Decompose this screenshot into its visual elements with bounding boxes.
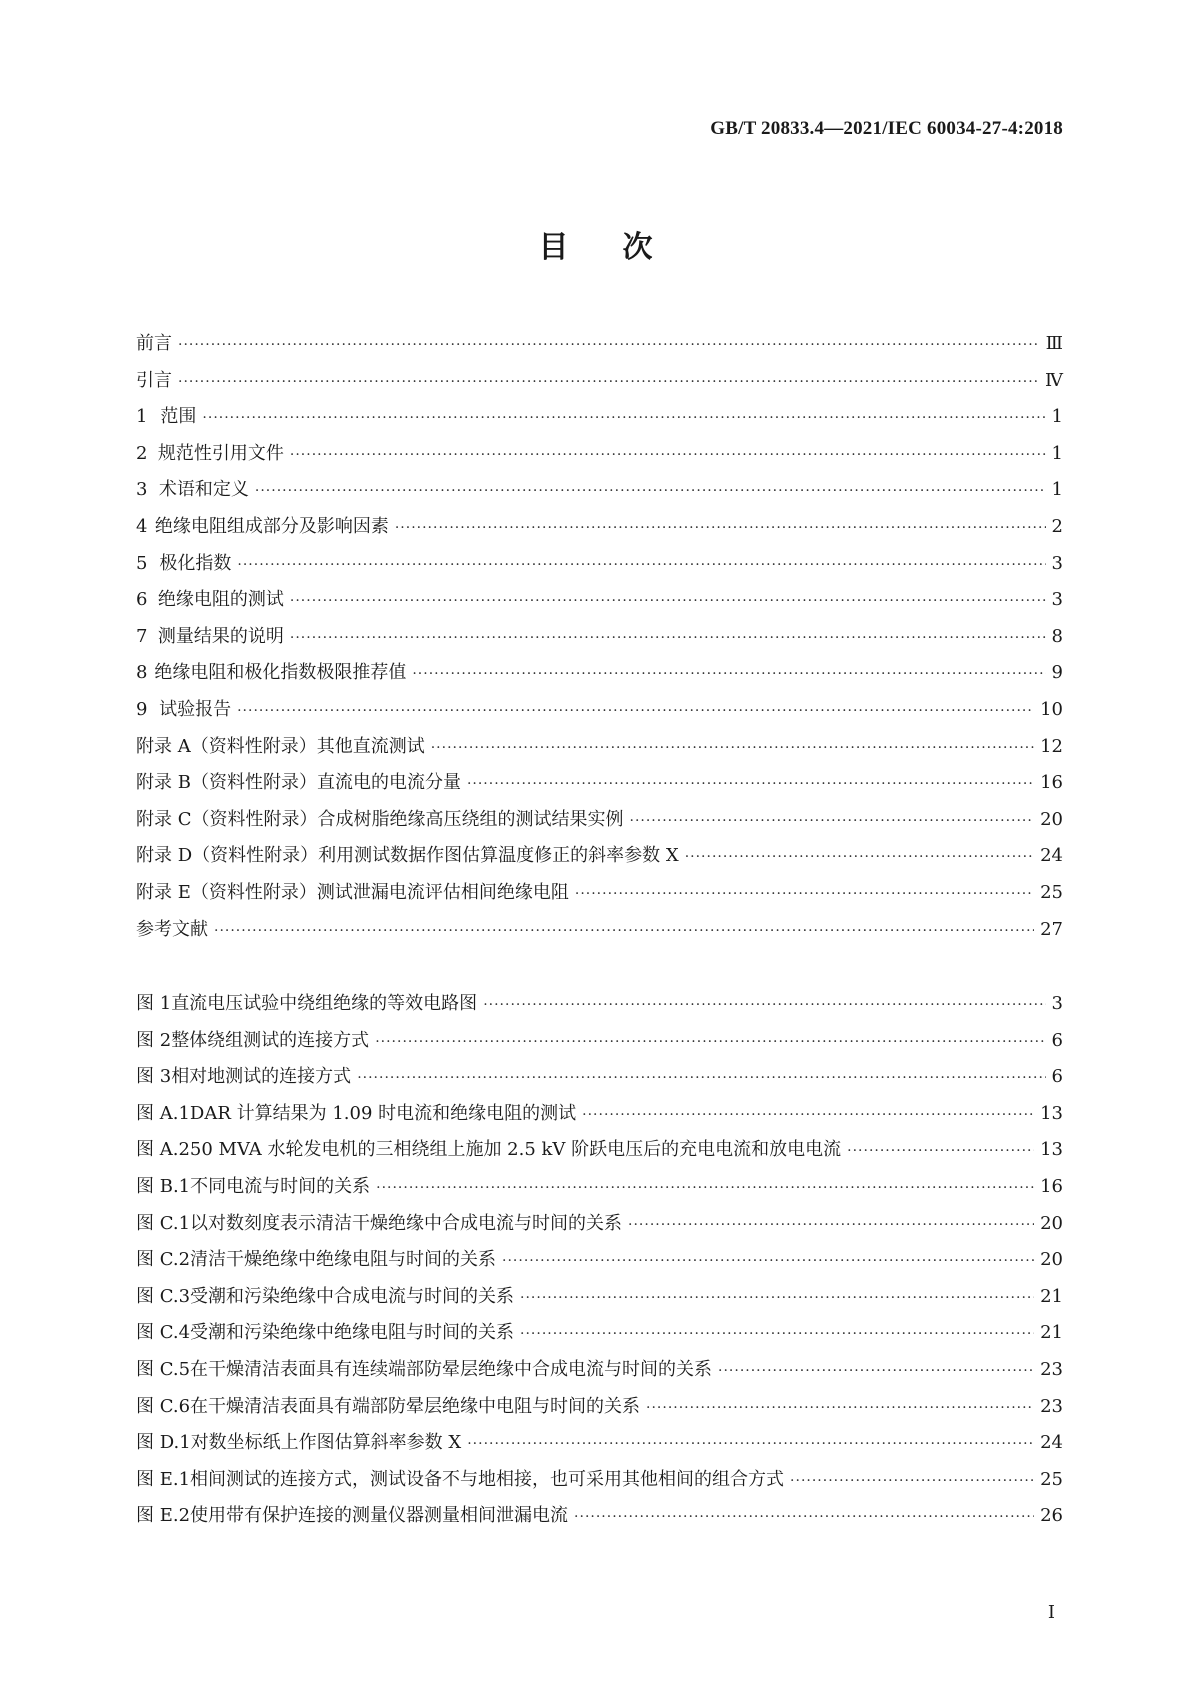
toc-entry[interactable] <box>136 582 1063 619</box>
figure-title: 以对数刻度表示清洁干燥绝缘中合成电流与时间的关系 <box>190 1212 623 1234</box>
toc-main-list <box>136 326 1063 948</box>
dot-leader <box>290 620 1046 657</box>
figure-label: 图 3 <box>136 1066 172 1088</box>
figure-entry[interactable] <box>136 1023 1063 1060</box>
dot-leader <box>395 510 1046 547</box>
page-ref: 16 <box>1040 1175 1063 1197</box>
section-number: 7 <box>136 625 148 647</box>
page-ref: 6 <box>1051 1029 1063 1051</box>
dot-leader <box>255 473 1046 510</box>
figure-title: 直流电压试验中绕组绝缘的等效电路图 <box>171 993 478 1014</box>
page-ref: 13 <box>1040 1139 1063 1161</box>
toc-entry[interactable] <box>136 765 1063 802</box>
dot-leader <box>520 1280 1034 1317</box>
figure-entry[interactable] <box>136 1206 1063 1243</box>
dot-leader <box>290 437 1046 474</box>
page-ref: 1 <box>1051 479 1063 501</box>
dot-leader <box>718 1353 1034 1390</box>
page-ref: Ⅲ <box>1045 333 1063 354</box>
dot-leader <box>646 1390 1034 1427</box>
figure-title: 相对地测试的连接方式 <box>171 1066 352 1088</box>
section-number: 1 <box>136 406 148 428</box>
page-ref: 8 <box>1051 625 1063 647</box>
figure-label: 图 C.5 <box>136 1358 191 1380</box>
dot-leader <box>467 766 1034 803</box>
section-title: 直流电的电流分量 <box>316 772 461 794</box>
dot-leader <box>290 583 1046 620</box>
page-ref: 3 <box>1051 993 1063 1014</box>
toc-entry[interactable] <box>136 399 1063 436</box>
dot-leader <box>214 913 1034 950</box>
figure-title: 在干燥清洁表面具有端部防晕层绝缘中电阻与时间的关系 <box>190 1395 641 1417</box>
figure-entry[interactable] <box>136 1059 1063 1096</box>
section-title: 引言 <box>136 369 172 391</box>
section-title: 测试泄漏电流评估相间绝缘电阻 <box>316 881 569 903</box>
figure-entry[interactable] <box>136 1242 1063 1279</box>
toc-entry[interactable] <box>136 802 1063 839</box>
figure-label: 图 1 <box>136 993 172 1014</box>
dot-leader <box>375 1024 1045 1061</box>
toc-entry[interactable] <box>136 875 1063 912</box>
figure-label: 图 C.3 <box>136 1285 191 1307</box>
page-ref: 16 <box>1040 772 1063 794</box>
figure-entry[interactable] <box>136 1132 1063 1169</box>
section-number: 9 <box>136 698 148 720</box>
dot-leader <box>412 656 1045 693</box>
dot-leader <box>847 1133 1034 1170</box>
figure-label: 图 C.2 <box>136 1249 191 1271</box>
dot-leader <box>376 1170 1034 1207</box>
page-ref: 6 <box>1051 1066 1063 1088</box>
figure-title: 受潮和污染绝缘中绝缘电阻与时间的关系 <box>190 1322 515 1344</box>
figure-label: 图 D.1 <box>136 1432 191 1454</box>
dot-leader <box>520 1316 1034 1353</box>
section-title: 绝缘电阻的测试 <box>157 589 284 611</box>
page-ref: 9 <box>1051 662 1063 684</box>
appendix-label: 附录 B（资料性附录） <box>136 772 317 794</box>
toc-entry[interactable] <box>136 436 1063 473</box>
figure-entry[interactable] <box>136 1425 1063 1462</box>
figure-label: 图 2 <box>136 1029 172 1051</box>
toc-entry[interactable] <box>136 692 1063 729</box>
toc-entry[interactable] <box>136 729 1063 766</box>
section-number: 4 <box>136 515 148 537</box>
dot-leader <box>790 1463 1034 1500</box>
section-number: 5 <box>136 552 148 574</box>
figure-label: 图 C.4 <box>136 1322 191 1344</box>
dot-leader <box>483 987 1045 1024</box>
dot-leader <box>202 400 1045 437</box>
figure-title: 相间测试的连接方式，测试设备不与地相接，也可采用其他相间的组合方式 <box>190 1468 785 1490</box>
dot-leader <box>685 839 1034 876</box>
appendix-label: 附录 E（资料性附录） <box>136 881 317 903</box>
figure-title: 不同电流与时间的关系 <box>190 1175 371 1197</box>
page-ref: 2 <box>1051 515 1063 537</box>
page-ref: 13 <box>1040 1102 1063 1124</box>
figure-entry[interactable] <box>136 1462 1063 1499</box>
dot-leader <box>431 730 1034 767</box>
section-title: 范围 <box>160 406 197 428</box>
section-title: 绝缘电阻组成部分及影响因素 <box>154 515 389 537</box>
page-ref: 23 <box>1040 1395 1063 1417</box>
page-ref: 25 <box>1040 881 1063 903</box>
page-ref: 27 <box>1040 918 1063 940</box>
section-title: 极化指数 <box>159 552 232 574</box>
figure-entry[interactable] <box>136 1498 1063 1535</box>
section-title: 规范性引用文件 <box>157 442 284 464</box>
dot-leader <box>630 803 1035 840</box>
figure-entry[interactable] <box>136 1169 1063 1206</box>
figure-title: 对数坐标纸上作图估算斜率参数 X <box>190 1432 462 1454</box>
section-title: 术语和定义 <box>158 479 249 501</box>
section-title: 前言 <box>136 333 172 354</box>
page-ref: 10 <box>1040 698 1063 720</box>
figure-entry[interactable] <box>136 1315 1063 1352</box>
toc-entry[interactable] <box>136 472 1063 509</box>
section-title: 参考文献 <box>136 918 208 940</box>
figure-title: 清洁干燥绝缘中绝缘电阻与时间的关系 <box>190 1249 497 1271</box>
section-title: 合成树脂绝缘高压绕组的测试结果实例 <box>317 808 624 830</box>
dot-leader <box>237 547 1045 584</box>
toc-entry[interactable] <box>136 363 1063 400</box>
dot-leader <box>575 876 1034 913</box>
dot-leader <box>357 1060 1045 1097</box>
figure-entry[interactable] <box>136 1096 1063 1133</box>
page-ref: 1 <box>1051 442 1063 464</box>
figure-title: DAR 计算结果为 1.09 时电流和绝缘电阻的测试 <box>189 1102 577 1124</box>
figure-title: 在干燥清洁表面具有连续端部防晕层绝缘中合成电流与时间的关系 <box>190 1358 713 1380</box>
toc-entry[interactable] <box>136 912 1063 949</box>
figure-entry[interactable] <box>136 1352 1063 1389</box>
section-title: 绝缘电阻和极化指数极限推荐值 <box>154 662 407 684</box>
page-ref: 3 <box>1051 552 1063 574</box>
toc-entry[interactable] <box>136 655 1063 692</box>
dot-leader <box>582 1097 1034 1134</box>
section-number: 8 <box>136 662 148 684</box>
section-title: 利用测试数据作图估算温度修正的斜率参数 X <box>318 845 679 867</box>
figure-title: 受潮和污染绝缘中合成电流与时间的关系 <box>190 1285 515 1307</box>
figure-label: 图 C.1 <box>136 1212 191 1234</box>
figure-label: 图 B.1 <box>136 1175 191 1197</box>
appendix-label: 附录 A（资料性附录） <box>136 735 317 757</box>
toc-entry[interactable] <box>136 619 1063 656</box>
figure-label: 图 C.6 <box>136 1395 191 1417</box>
appendix-label: 附录 C（资料性附录） <box>136 808 318 830</box>
figure-title: 使用带有保护连接的测量仪器测量相间泄漏电流 <box>190 1505 569 1527</box>
figure-title: 50 MVA 水轮发电机的三相绕组上施加 2.5 kV 阶跃电压后的充电电流和放电电流 <box>189 1139 842 1161</box>
page-ref: 3 <box>1051 589 1063 611</box>
page-ref: 23 <box>1040 1358 1063 1380</box>
dot-leader <box>502 1243 1034 1280</box>
section-number: 3 <box>136 479 148 501</box>
section-title: 测量结果的说明 <box>157 625 284 647</box>
figure-entry[interactable] <box>136 1279 1063 1316</box>
standard-code: GB/T 20833.4—2021/IEC 60034-27-4:2018 <box>710 118 1063 139</box>
section-number: 2 <box>136 442 148 464</box>
figure-label: 图 E.1 <box>136 1468 191 1490</box>
dot-leader <box>178 327 1040 364</box>
section-title: 其他直流测试 <box>316 735 425 757</box>
toc-entry[interactable] <box>136 546 1063 583</box>
section-title: 试验报告 <box>159 698 232 720</box>
page-ref: 20 <box>1040 1212 1063 1234</box>
figure-entry[interactable] <box>136 986 1063 1023</box>
toc-entry[interactable] <box>136 838 1063 875</box>
page-ref: 20 <box>1040 808 1063 830</box>
figure-entry[interactable] <box>136 1389 1063 1426</box>
dot-leader <box>178 364 1039 401</box>
page-ref: 21 <box>1040 1285 1063 1307</box>
page-title: 目次 <box>538 230 707 265</box>
figure-label: 图 E.2 <box>136 1505 191 1527</box>
toc-entry[interactable] <box>136 509 1063 546</box>
figure-label: 图 A.2 <box>136 1139 190 1161</box>
toc-figure-list <box>136 986 1063 1535</box>
page-ref: 21 <box>1040 1322 1063 1344</box>
appendix-label: 附录 D（资料性附录） <box>136 845 319 867</box>
toc-entry[interactable] <box>136 326 1063 363</box>
page-ref: 26 <box>1040 1505 1063 1527</box>
page-ref: Ⅳ <box>1045 369 1063 391</box>
figure-title: 整体绕组测试的连接方式 <box>171 1029 370 1051</box>
page-number: I <box>1047 1602 1055 1623</box>
page-ref: 1 <box>1051 406 1063 428</box>
page-ref: 24 <box>1040 1432 1063 1454</box>
dot-leader <box>574 1499 1034 1536</box>
page-ref: 12 <box>1040 735 1063 757</box>
figure-label: 图 A.1 <box>136 1102 190 1124</box>
dot-leader <box>237 693 1034 730</box>
dot-leader <box>467 1426 1034 1463</box>
dot-leader <box>628 1207 1034 1244</box>
page-ref: 24 <box>1040 845 1063 867</box>
section-number: 6 <box>136 589 148 611</box>
page-ref: 25 <box>1040 1468 1063 1490</box>
page-ref: 20 <box>1040 1249 1063 1271</box>
